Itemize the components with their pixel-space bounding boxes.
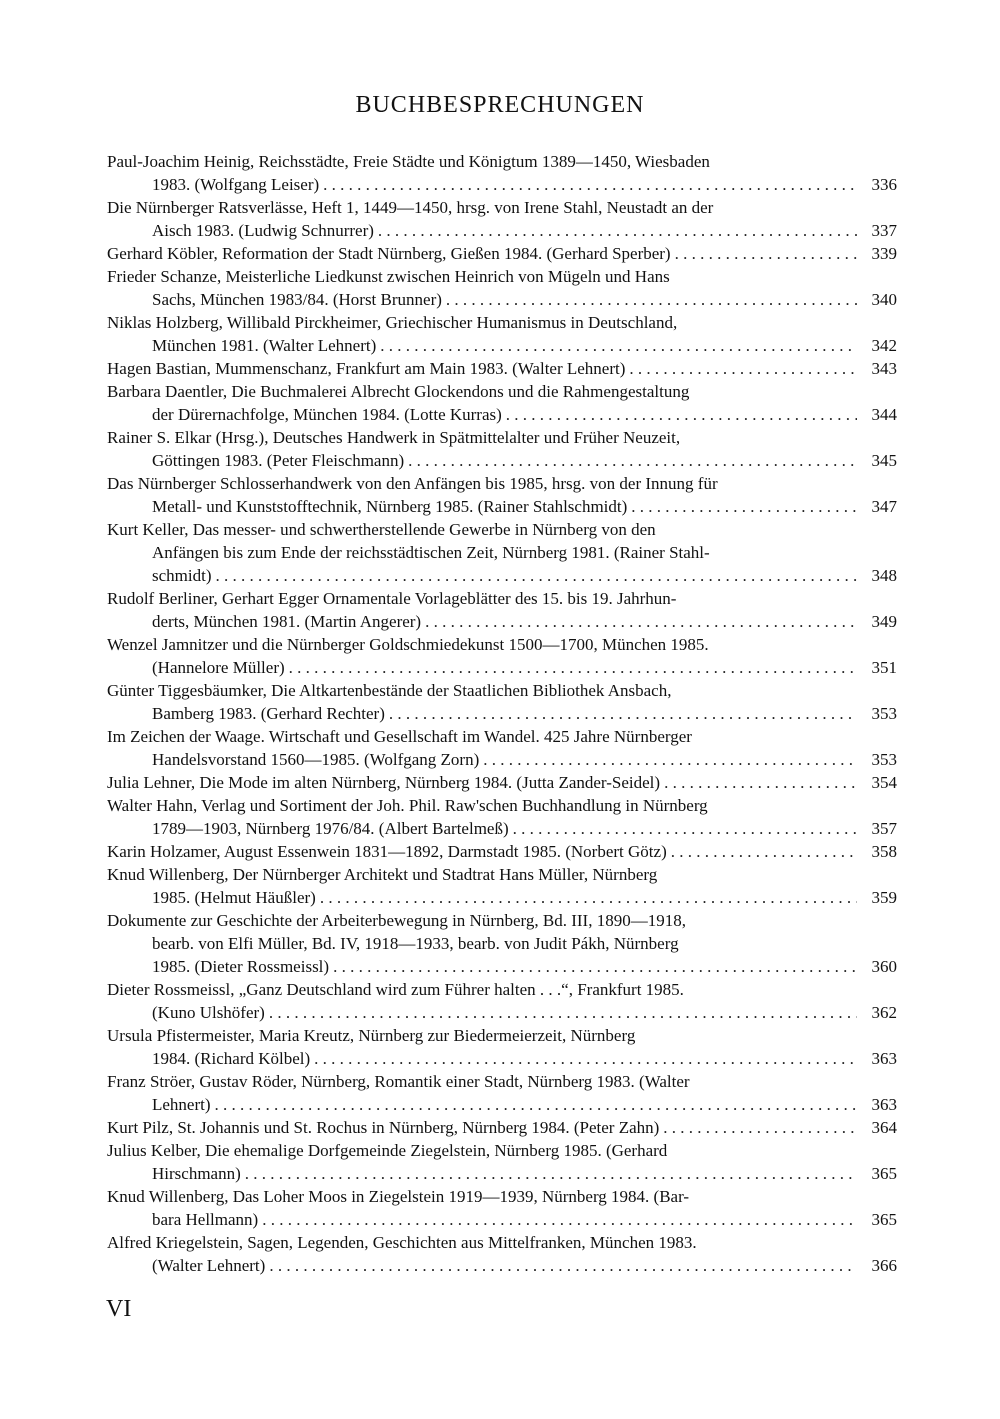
toc-entry-text: Knud Willenberg, Der Nürnberger Architekt und Stadtrat Hans Müller, Nürnberg — [107, 865, 658, 884]
toc-entry-page: 365 — [871, 1164, 897, 1183]
toc-entry-line — [107, 725, 897, 748]
toc-entry-text: (Kuno Ulshöfer) — [152, 1003, 265, 1022]
toc-entry-text: Julia Lehner, Die Mode im alten Nürnberg, Nürnberg 1984. (Jutta Zander-Seidel) — [107, 773, 661, 792]
dot-leader — [320, 886, 857, 909]
toc-entry-line — [107, 1001, 897, 1024]
toc-entry-page: 353 — [871, 704, 897, 723]
toc-entry-page: 358 — [871, 842, 897, 861]
toc-entry — [107, 909, 897, 978]
toc-entry-page: 360 — [871, 957, 897, 976]
toc-entry-line — [107, 771, 897, 794]
toc-entry — [107, 679, 897, 725]
toc-entry-text: 1984. (Richard Kölbel) — [152, 1049, 311, 1068]
toc-entry — [107, 311, 897, 357]
toc-entry-line — [107, 702, 897, 725]
toc-entry-page: 349 — [871, 612, 897, 631]
toc-entry-text: der Dürernachfolge, München 1984. (Lotte Kurras) — [152, 405, 502, 424]
toc-entry-line — [107, 311, 897, 334]
dot-leader — [483, 748, 857, 771]
toc-entry-text: Kurt Keller, Das messer- und schwertherstellende Gewerbe in Nürnberg von den — [107, 520, 656, 539]
toc-entry-page: 364 — [871, 1118, 897, 1137]
toc-entry-line — [107, 748, 897, 771]
toc-entry-text: Das Nürnberger Schlosserhandwerk von den Anfängen bis 1985, hrsg. von der Innung für — [107, 474, 718, 493]
dot-leader — [269, 1254, 857, 1277]
toc-entry-text: Karin Holzamer, August Essenwein 1831—1892, Darmstadt 1985. (Norbert Götz) — [107, 842, 667, 861]
toc-entry-page: 345 — [871, 451, 897, 470]
toc-entry-line — [107, 518, 897, 541]
toc-entry-line — [107, 403, 897, 426]
toc-entry — [107, 978, 897, 1024]
dot-leader — [262, 1208, 857, 1231]
toc-entry-text: Rainer S. Elkar (Hrsg.), Deutsches Handwerk in Spätmittelalter und Früher Neuzeit, — [107, 428, 681, 447]
toc-entry — [107, 1024, 897, 1070]
dot-leader — [664, 771, 857, 794]
toc-entry-text: derts, München 1981. (Martin Angerer) — [152, 612, 422, 631]
dot-leader — [215, 1093, 857, 1116]
toc-entry-page: 343 — [871, 359, 897, 378]
toc-entry-text: München 1981. (Walter Lehnert) — [152, 336, 377, 355]
toc-entry-page: 366 — [871, 1256, 897, 1275]
toc-entry-text: Metall- und Kunststofftechnik, Nürnberg 1985. (Rainer Stahlschmidt) — [152, 497, 628, 516]
toc-entry — [107, 196, 897, 242]
dot-leader — [425, 610, 857, 633]
toc-entry-page: 340 — [871, 290, 897, 309]
toc-entry-line — [107, 564, 897, 587]
toc-entry-text: 1985. (Dieter Rossmeissl) — [152, 957, 330, 976]
toc-entry-line — [107, 242, 897, 265]
toc-entry-line — [107, 196, 897, 219]
page-number: VI — [106, 1296, 132, 1322]
toc-entry — [107, 725, 897, 771]
dot-leader — [323, 173, 857, 196]
toc-entry-page: 363 — [871, 1049, 897, 1068]
toc-entry-line — [107, 1254, 897, 1277]
toc-entry-page: 353 — [871, 750, 897, 769]
toc-entry-line — [107, 1208, 897, 1231]
toc-entry — [107, 587, 897, 633]
toc-entry — [107, 380, 897, 426]
toc-entry-text: Walter Hahn, Verlag und Sortiment der Joh. Phil. Raw'schen Buchhandlung in Nürnberg — [107, 796, 708, 815]
toc-entry-line — [107, 1231, 897, 1254]
toc-entry — [107, 863, 897, 909]
dot-leader — [380, 334, 857, 357]
dot-leader — [631, 495, 857, 518]
toc-entry-page: 363 — [871, 1095, 897, 1114]
toc-entry — [107, 633, 897, 679]
toc-entry — [107, 357, 897, 380]
toc-entry-text: 1985. (Helmut Häußler) — [152, 888, 316, 907]
toc-entry-line — [107, 334, 897, 357]
toc-entry — [107, 794, 897, 840]
toc-entry-page: 339 — [871, 244, 897, 263]
toc-entry-page: 354 — [871, 773, 897, 792]
toc-entry-line — [107, 978, 897, 1001]
toc-entry-line — [107, 1185, 897, 1208]
toc-entry-line — [107, 426, 897, 449]
toc-entry-page: 362 — [871, 1003, 897, 1022]
toc-entry-line — [107, 150, 897, 173]
toc-entry — [107, 518, 897, 587]
toc-entry-page: 337 — [871, 221, 897, 240]
toc-entry-text: Göttingen 1983. (Peter Fleischmann) — [152, 451, 405, 470]
toc-entry-line — [107, 357, 897, 380]
dot-leader — [289, 656, 857, 679]
dot-leader — [663, 1116, 857, 1139]
toc-entry-line — [107, 656, 897, 679]
toc-entry-text: (Hannelore Müller) — [152, 658, 285, 677]
table-of-contents — [107, 150, 897, 1277]
toc-entry-line — [107, 495, 897, 518]
toc-entry-line — [107, 219, 897, 242]
toc-entry — [107, 265, 897, 311]
toc-entry-page: 344 — [871, 405, 897, 424]
dot-leader — [245, 1162, 857, 1185]
toc-entry-text: Günter Tiggesbäumker, Die Altkartenbestände der Staatlichen Bibliothek Ansbach, — [107, 681, 672, 700]
toc-entry-text: Dokumente zur Geschichte der Arbeiterbewegung in Nürnberg, Bd. III, 1890—1918, — [107, 911, 686, 930]
dot-leader — [269, 1001, 857, 1024]
dot-leader — [333, 955, 857, 978]
dot-leader — [629, 357, 857, 380]
toc-entry-text: Franz Ströer, Gustav Röder, Nürnberg, Romantik einer Stadt, Nürnberg 1983. (Walter — [107, 1072, 690, 1091]
dot-leader — [506, 403, 857, 426]
dot-leader — [408, 449, 857, 472]
toc-entry-line — [107, 472, 897, 495]
toc-entry-text: Anfängen bis zum Ende der reichsstädtischen Zeit, Nürnberg 1981. (Rainer Stahl- — [152, 543, 710, 562]
toc-entry — [107, 1231, 897, 1277]
toc-entry-line — [107, 932, 897, 955]
dot-leader — [314, 1047, 857, 1070]
toc-entry — [107, 242, 897, 265]
toc-entry-line — [107, 541, 897, 564]
toc-entry — [107, 1116, 897, 1139]
toc-entry-text: Im Zeichen der Waage. Wirtschaft und Gesellschaft im Wandel. 425 Jahre Nürnberger — [107, 727, 692, 746]
toc-entry-page: 357 — [871, 819, 897, 838]
toc-entry-line — [107, 909, 897, 932]
toc-entry-line — [107, 610, 897, 633]
toc-entry-text: Frieder Schanze, Meisterliche Liedkunst zwischen Heinrich von Mügeln und Hans — [107, 267, 670, 286]
toc-entry-page: 359 — [871, 888, 897, 907]
toc-entry-text: bearb. von Elfi Müller, Bd. IV, 1918—1933, bearb. von Judit Pákh, Nürnberg — [152, 934, 679, 953]
toc-entry-text: Alfred Kriegelstein, Sagen, Legenden, Geschichten aus Mittelfranken, München 1983. — [107, 1233, 697, 1252]
toc-entry-text: Bamberg 1983. (Gerhard Rechter) — [152, 704, 385, 723]
toc-entry-page: 336 — [871, 175, 897, 194]
toc-entry-page: 365 — [871, 1210, 897, 1229]
toc-entry-line — [107, 1116, 897, 1139]
toc-entry-text: Ursula Pfistermeister, Maria Kreutz, Nürnberg zur Biedermeierzeit, Nürnberg — [107, 1026, 636, 1045]
toc-entry-text: Knud Willenberg, Das Loher Moos in Ziegelstein 1919—1939, Nürnberg 1984. (Bar- — [107, 1187, 690, 1206]
toc-entry-text: Lehnert) — [152, 1095, 211, 1114]
toc-entry-page: 351 — [871, 658, 897, 677]
toc-entry-text: Aisch 1983. (Ludwig Schnurrer) — [152, 221, 374, 240]
toc-entry-text: Julius Kelber, Die ehemalige Dorfgemeinde Ziegelstein, Nürnberg 1985. (Gerhard — [107, 1141, 668, 1160]
toc-entry-line — [107, 265, 897, 288]
toc-entry-text: Niklas Holzberg, Willibald Pirckheimer, Griechischer Humanismus in Deutschland, — [107, 313, 678, 332]
dot-leader — [216, 564, 858, 587]
toc-entry-line — [107, 955, 897, 978]
toc-entry-line — [107, 840, 897, 863]
toc-entry-text: Gerhard Köbler, Reformation der Stadt Nürnberg, Gießen 1984. (Gerhard Sperber) — [107, 244, 671, 263]
toc-entry-line — [107, 886, 897, 909]
toc-entry — [107, 426, 897, 472]
dot-leader — [389, 702, 857, 725]
toc-entry-text: 1983. (Wolfgang Leiser) — [152, 175, 320, 194]
toc-entry — [107, 771, 897, 794]
page-title: BUCHBESPRECHUNGEN — [355, 92, 645, 118]
toc-entry-line — [107, 1024, 897, 1047]
toc-entry — [107, 1139, 897, 1185]
toc-entry — [107, 1070, 897, 1116]
toc-entry — [107, 1185, 897, 1231]
toc-entry-text: bara Hellmann) — [152, 1210, 259, 1229]
toc-entry-line — [107, 1139, 897, 1162]
toc-entry-text: (Walter Lehnert) — [152, 1256, 266, 1275]
toc-entry-text: Handelsvorstand 1560—1985. (Wolfgang Zorn) — [152, 750, 480, 769]
toc-entry-line — [107, 794, 897, 817]
toc-entry-line — [107, 288, 897, 311]
toc-entry-text: Die Nürnberger Ratsverlässe, Heft 1, 1449—1450, hrsg. von Irene Stahl, Neustadt an der — [107, 198, 714, 217]
dot-leader — [446, 288, 857, 311]
toc-entry — [107, 840, 897, 863]
toc-entry-text: Hirschmann) — [152, 1164, 241, 1183]
dot-leader — [671, 840, 857, 863]
toc-entry-page: 342 — [871, 336, 897, 355]
toc-entry-line — [107, 173, 897, 196]
toc-entry-text: Wenzel Jamnitzer und die Nürnberger Goldschmiedekunst 1500—1700, München 1985. — [107, 635, 709, 654]
toc-entry-line — [107, 449, 897, 472]
toc-entry-text: Hagen Bastian, Mummenschanz, Frankfurt am Main 1983. (Walter Lehnert) — [107, 359, 626, 378]
toc-entry-text: Dieter Rossmeissl, „Ganz Deutschland wird zum Führer halten . . .“, Frankfurt 1985. — [107, 980, 684, 999]
toc-entry-line — [107, 863, 897, 886]
toc-entry-line — [107, 587, 897, 610]
dot-leader — [513, 817, 857, 840]
toc-entry-text: 1789—1903, Nürnberg 1976/84. (Albert Bartelmeß) — [152, 819, 509, 838]
toc-entry — [107, 472, 897, 518]
toc-entry-line — [107, 1093, 897, 1116]
dot-leader — [675, 242, 857, 265]
toc-entry-line — [107, 633, 897, 656]
toc-entry-line — [107, 1070, 897, 1093]
toc-entry-text: Sachs, München 1983/84. (Horst Brunner) — [152, 290, 442, 309]
toc-entry-text: schmidt) — [152, 566, 212, 585]
toc-entry-page: 348 — [871, 566, 897, 585]
toc-entry — [107, 150, 897, 196]
toc-entry-line — [107, 1162, 897, 1185]
toc-entry-line — [107, 380, 897, 403]
toc-entry-line — [107, 817, 897, 840]
toc-entry-text: Paul-Joachim Heinig, Reichsstädte, Freie Städte und Königtum 1389—1450, Wiesbaden — [107, 152, 710, 171]
toc-entry-line — [107, 679, 897, 702]
toc-entry-text: Kurt Pilz, St. Johannis und St. Rochus in Nürnberg, Nürnberg 1984. (Peter Zahn) — [107, 1118, 660, 1137]
toc-entry-page: 347 — [871, 497, 897, 516]
toc-entry-text: Barbara Daentler, Die Buchmalerei Albrecht Glockendons und die Rahmengestaltung — [107, 382, 690, 401]
toc-entry-line — [107, 1047, 897, 1070]
toc-entry-text: Rudolf Berliner, Gerhart Egger Ornamentale Vorlageblätter des 15. bis 19. Jahrhun- — [107, 589, 677, 608]
dot-leader — [378, 219, 857, 242]
